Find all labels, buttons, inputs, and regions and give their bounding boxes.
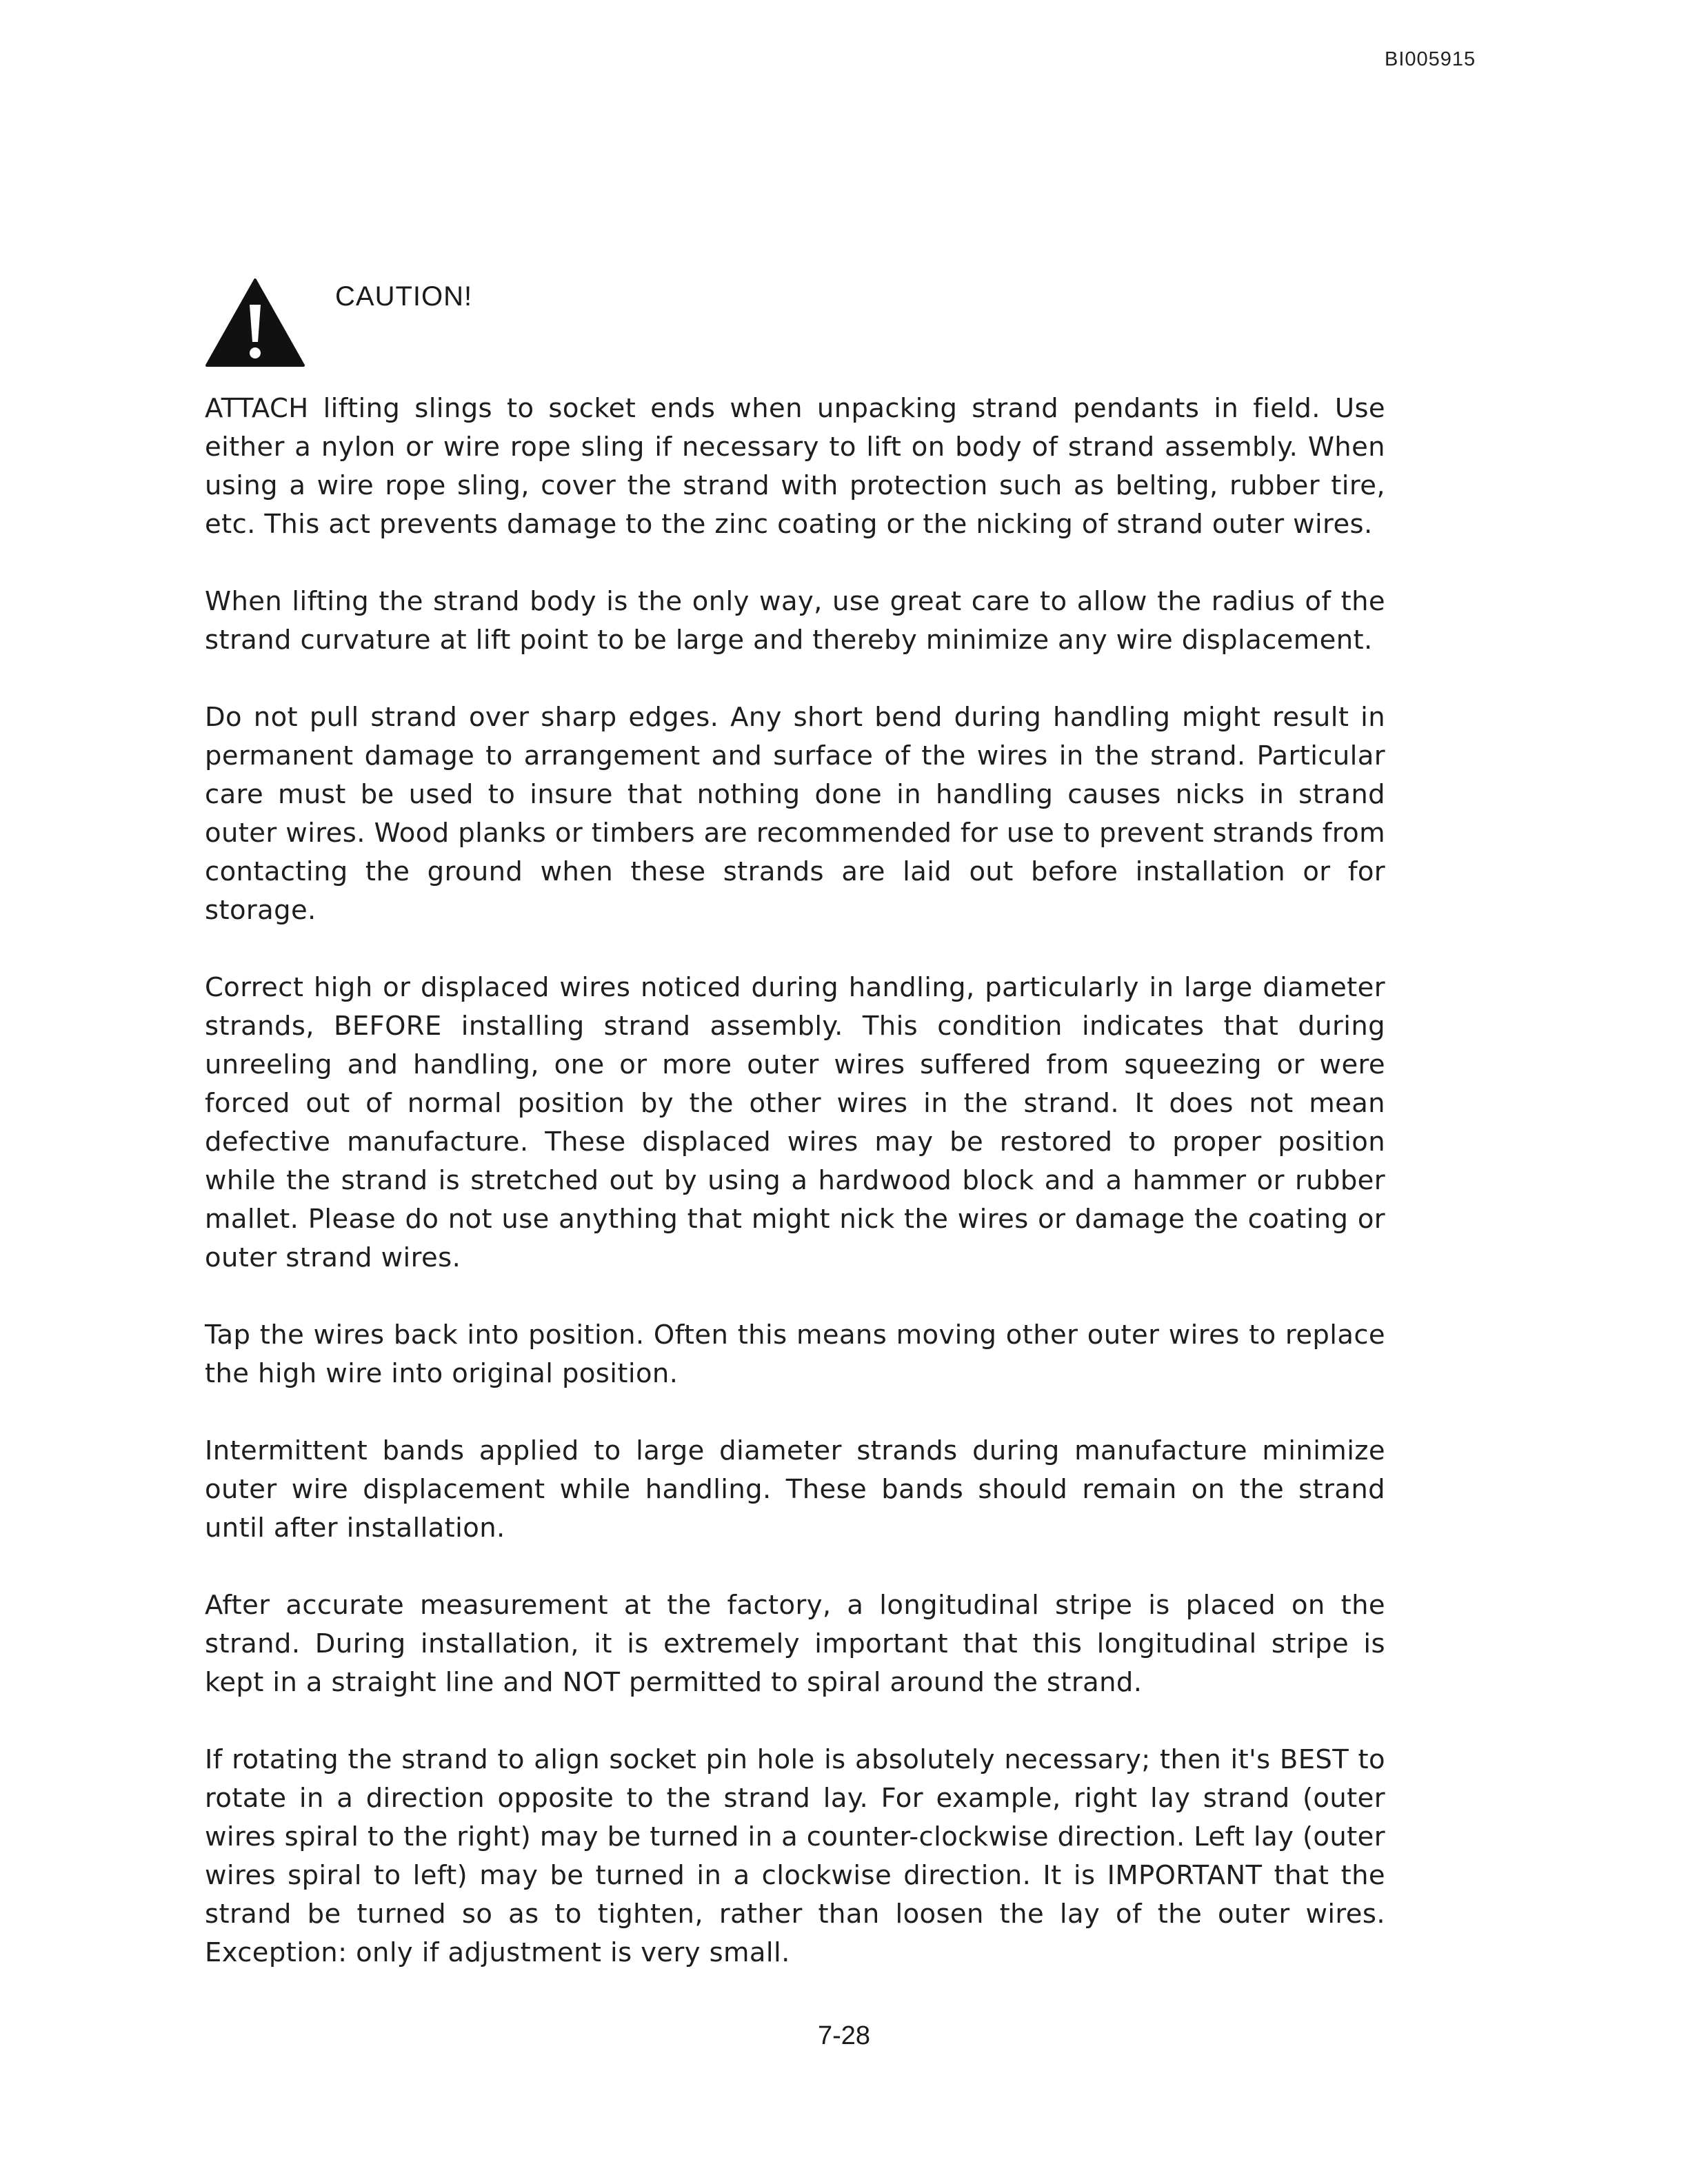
caution-heading bbox=[204, 276, 590, 372]
paragraph-intermittent-bands: Intermittent bands applied to large diameter strands during manufacture minimize outer wire displacement while handling. These bands should remain on the strand until after installation. bbox=[205, 1435, 1385, 1544]
paragraph-longitudinal-stripe: After accurate measurement at the factory, a longitudinal stripe is placed on the strand. During installation, it is extremely important that this longitudinal stripe is kept in a straight line and NOT permitted to spiral around the strand. bbox=[205, 1590, 1385, 1698]
paragraph-displaced-wires: Correct high or displaced wires noticed during handling, particularly in large diameter strands, BEFORE installing strand assembly. This condition indicates that during unreeling and handling, one or more outer wires suffered from squeezing or were forced out of normal position by the other wires in the strand. It does not mean defective manufacture. These displaced wires may be restored to proper position while the strand is stretched out by using a hardwood block and a hammer or rubber mallet. Please do not use anything that might nick the wires or damage the coating or outer strand wires. bbox=[205, 972, 1385, 1273]
caution-body bbox=[205, 390, 1385, 2011]
paragraph-lifting-strand-body: When lifting the strand body is the only way, use great care to allow the radius of the strand curvature at lift point to be large and thereby minimize any wire displacement. bbox=[205, 586, 1385, 656]
paragraph-tap-wires: Tap the wires back into position. Often this means moving other outer wires to replace the high wire into original position. bbox=[205, 1320, 1385, 1389]
document-id: BI005915 bbox=[1385, 48, 1476, 70]
paragraph-rotating-strand: If rotating the strand to align socket pin hole is absolutely necessary; then it's BEST to rotate in a direction opposite to the strand lay. For example, right lay strand (outer wires spiral to the right) may be turned in a counter-clockwise direction. Left lay (outer wires spiral to left) may be turned in a clockwise direction. It is IMPORTANT that the strand be turned so as to tighten, rather than loosen the lay of the outer wires. Exception: only if adjustment is very small. bbox=[205, 1744, 1385, 1968]
warning-triangle-icon bbox=[204, 277, 306, 368]
page-number: 7-28 bbox=[817, 2021, 871, 2050]
paragraph-sharp-edges: Do not pull strand over sharp edges. Any short bend during handling might result in permanent damage to arrangement and surface of the wires in the strand. Particular care must be used to insure that nothing done in handling causes nicks in strand outer wires. Wood planks or timbers are recommended for use to prevent strands from contacting the ground when these strands are laid out before installation or for storage. bbox=[205, 702, 1385, 926]
paragraph-attach-slings: ATTACH lifting slings to socket ends when unpacking strand pendants in field. Use either a nylon or wire rope sling if necessary to lift on body of strand assembly. When using a wire rope sling, cover the strand with protection such as belting, rubber tire, etc. This act prevents damage to the zinc coating or the nicking of strand outer wires. bbox=[205, 393, 1385, 540]
caution-title: CAUTION! bbox=[335, 281, 473, 312]
